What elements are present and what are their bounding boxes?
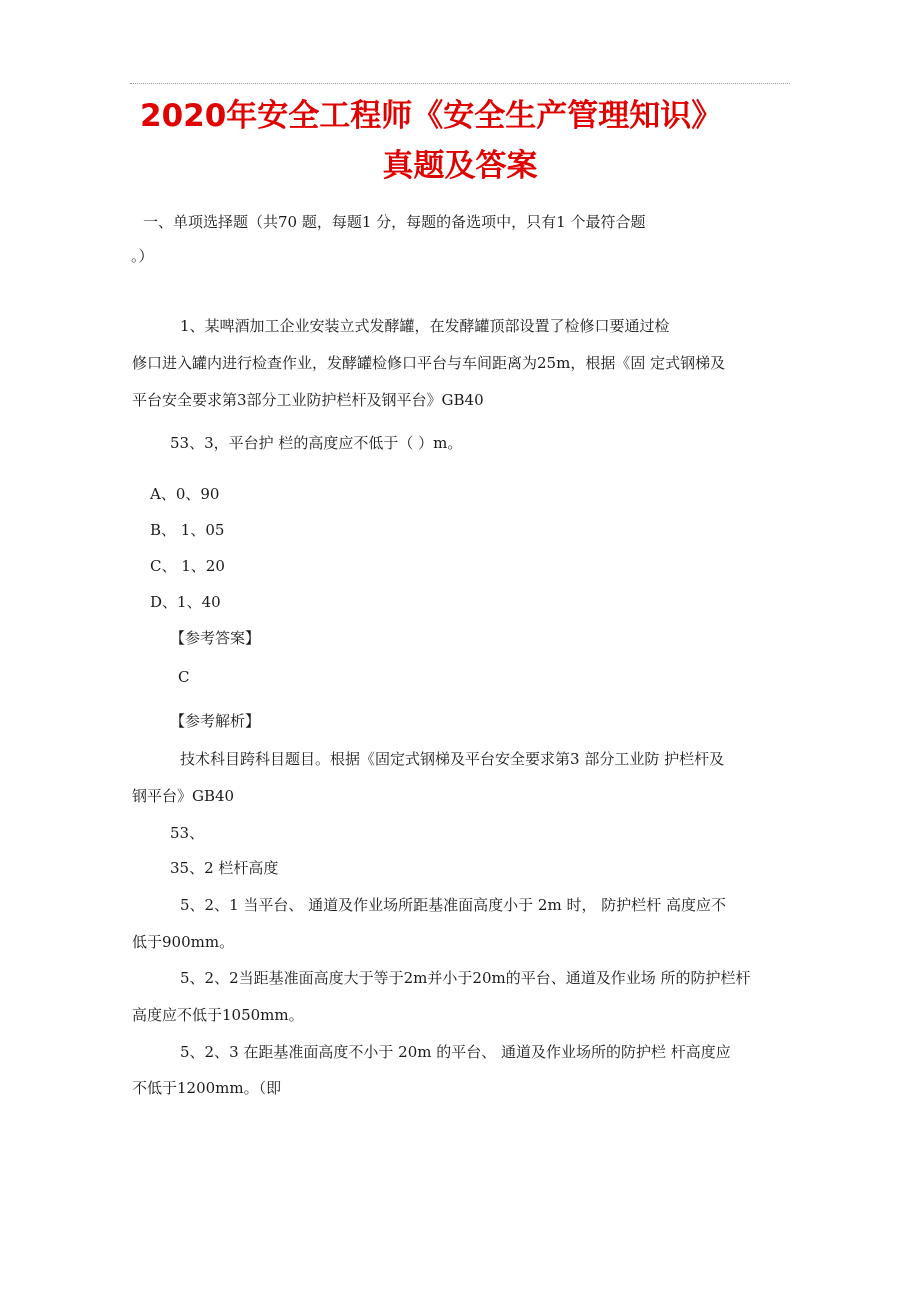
question-text-line-1: 1、某啤酒加工企业安装立式发酵罐，在发酵罐顶部设置了检修口要通过检 <box>180 317 670 335</box>
analysis-line: 5、2、1 当平台、 通道及作业场所距基准面高度小于 2m 时， 防护栏杆 高度应不 <box>180 896 727 914</box>
analysis-label: 【参考解析】 <box>170 712 261 730</box>
analysis-line: 低于900mm。 <box>132 933 235 951</box>
header-divider <box>130 83 790 84</box>
section-heading: 一、单项选择题（共70 题，每题1 分，每题的备选项中，只有1 个最符合题 <box>143 213 646 231</box>
answer-label: 【参考答案】 <box>170 629 261 647</box>
analysis-line: 5、2、3 在距基准面高度不小于 20m 的平台、 通道及作业场所的防护栏 杆高度应 <box>180 1043 731 1061</box>
option-d: D、1、40 <box>150 593 221 611</box>
question-text-line-3: 平台安全要求第3部分工业防护栏杆及钢平台》GB40 <box>132 391 484 409</box>
analysis-line: 5、2、2当距基准面高度大于等于2m并小于20m的平台、通道及作业场 所的防护栏杆 <box>180 969 751 987</box>
option-c: C、 1、20 <box>150 557 225 575</box>
option-a: A、0、90 <box>150 485 220 503</box>
document-title-line-2: 真题及答案 <box>382 148 538 184</box>
analysis-line: 技术科目跨科目题目。根据《固定式钢梯及平台安全要求第3 部分工业防 护栏杆及 <box>180 750 725 768</box>
analysis-line: 高度应不低于1050mm。 <box>132 1006 304 1024</box>
document-title-line-1: 2020年安全工程师《安全生产管理知识》 <box>140 98 723 134</box>
section-heading-continued: 。） <box>131 247 154 265</box>
answer-value: C <box>178 668 190 686</box>
analysis-line: 钢平台》GB40 <box>132 787 235 805</box>
analysis-line: 不低于1200mm。（即 <box>132 1079 282 1097</box>
analysis-line: 53、 <box>170 824 205 842</box>
question-text-line-2: 修口进入罐内进行检查作业，发酵罐检修口平台与车间距离为25m，根据《固 定式钢梯及 <box>132 354 726 372</box>
analysis-line: 35、2 栏杆高度 <box>170 859 279 877</box>
question-text-line-4: 53、3，平台护 栏的高度应不低于（ ）m。 <box>170 434 463 452</box>
option-b: B、 1、05 <box>150 521 225 539</box>
